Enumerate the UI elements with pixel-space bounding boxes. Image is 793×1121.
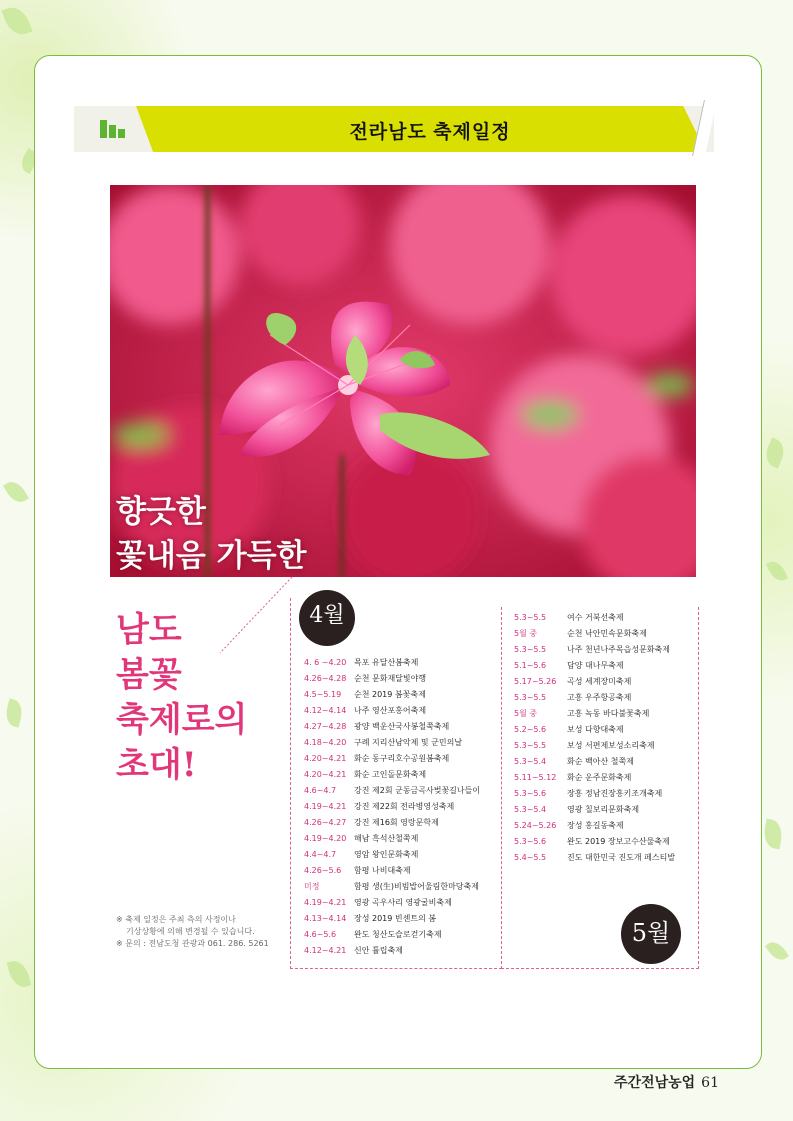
event-name: 강진 제22회 전라병영성축제 (354, 802, 455, 811)
event-name: 화순 동구리호수공원봄축제 (354, 754, 450, 763)
event-name: 나주 천년나주목읍성문화축제 (567, 645, 671, 654)
event-name: 순천 낙안민속문화축제 (567, 629, 647, 638)
event-date: 5.3~5.6 (514, 789, 547, 798)
event-name: 순천 2019 봄꽃축제 (354, 690, 426, 699)
event-name: 여수 거북선축제 (567, 613, 624, 622)
event-name: 완도 2019 장보고수산물축제 (567, 837, 670, 846)
event-date: 5.11~5.12 (514, 773, 557, 782)
event-date: 미정 (304, 882, 320, 891)
event-name: 완도 청산도슬로걷기축제 (354, 930, 442, 939)
event-date: 4.26~5.6 (304, 866, 342, 875)
event-date: 5.4~5.5 (514, 853, 547, 862)
event-name: 보성 다향대축제 (567, 725, 624, 734)
event-name: 고흥 녹동 바다불꽃축제 (567, 709, 650, 718)
april-badge: 4월 (299, 590, 355, 646)
event-name: 함평 나비대축제 (354, 866, 411, 875)
event-name: 담양 대나무축제 (567, 661, 624, 670)
event-date: 4.20~4.21 (304, 770, 347, 779)
event-name: 진도 대한민국 진도개 페스티발 (567, 853, 676, 862)
event-date: 4.13~4.14 (304, 914, 347, 923)
note-line: ※ 문의 : 전남도청 관광과 061. 286. 5261 (116, 939, 269, 948)
event-name: 강진 제16회 영랑문학제 (354, 818, 439, 827)
event-name: 신안 튤립축제 (354, 946, 403, 955)
event-name: 해남 흑석산철쭉제 (354, 834, 419, 843)
headline-line: 축제로의 (116, 700, 248, 740)
event-date: 5.17~5.26 (514, 677, 557, 686)
event-date: 5.24~5.26 (514, 821, 557, 830)
event-name: 구례 지리산남악제 및 군민의날 (354, 738, 463, 747)
event-date: 4. 6 ~4.20 (304, 658, 347, 667)
event-name: 화순 운주문화축제 (567, 773, 632, 782)
event-name: 강진 제2회 군동금곡사벚꽃길나들이 (354, 786, 481, 795)
publication-name: 주간전남농업 (614, 1074, 696, 1090)
event-name: 곡성 세계장미축제 (567, 677, 632, 686)
note-line: ※ 축제 일정은 주최 측의 사정이나 (116, 915, 236, 924)
event-date: 4.20~4.21 (304, 754, 347, 763)
bar-chart-icon (100, 118, 128, 138)
event-date: 4.12~4.14 (304, 706, 347, 715)
event-name: 순천 문화재달빛야행 (354, 674, 427, 683)
event-date: 5.3~5.5 (514, 693, 547, 702)
event-date: 5.3~5.5 (514, 741, 547, 750)
event-name: 화순 고인돌문화축제 (354, 770, 427, 779)
headline-line: 초대! (116, 745, 197, 785)
photo-caption (116, 490, 306, 578)
event-date: 4.19~4.21 (304, 802, 347, 811)
event-date: 5월 중 (514, 709, 538, 718)
note-line: 기상상황에 의해 변경될 수 있습니다. (126, 927, 255, 936)
event-name: 영광 곡우사리 영광굴비축제 (354, 898, 452, 907)
page-number: 61 (701, 1075, 719, 1091)
event-name: 장성 홍길동축제 (567, 821, 624, 830)
event-date: 4.19~4.20 (304, 834, 347, 843)
photo-caption-line: 향긋한 (116, 494, 206, 530)
headline-line: 봄꽃 (116, 655, 182, 695)
event-date: 4.26~4.28 (304, 674, 347, 683)
event-date: 5.2~5.6 (514, 725, 547, 734)
event-date: 4.19~4.21 (304, 898, 347, 907)
event-date: 5.3~5.5 (514, 613, 547, 622)
event-name: 광양 백운산국사봉철쭉축제 (354, 722, 450, 731)
photo-caption-line: 꽃내음 가득한 (116, 538, 307, 574)
event-date: 5.3~5.4 (514, 805, 547, 814)
event-name: 화순 백아산 철쭉제 (567, 757, 634, 766)
event-date: 4.12~4.21 (304, 946, 347, 955)
event-date: 5.1~5.6 (514, 661, 547, 670)
event-date: 5.3~5.4 (514, 757, 547, 766)
event-name: 목포 유달산봄축제 (354, 658, 419, 667)
page-footer (614, 1072, 719, 1092)
event-name: 함평 생(生)비빔밥어울림한마당축제 (354, 882, 479, 891)
event-name: 고흥 우주항공축제 (567, 693, 632, 702)
event-name: 장흥 정남진장흥키조개축제 (567, 789, 663, 798)
may-badge: 5월 (621, 904, 681, 964)
event-name: 장성 2019 빈센트의 봄 (354, 914, 437, 923)
event-name: 나주 영산포홍어축제 (354, 706, 427, 715)
event-date: 4.27~4.28 (304, 722, 347, 731)
notes (116, 914, 269, 950)
event-date: 4.6~4.7 (304, 786, 337, 795)
page-title: 전라남도 축제일정 (349, 122, 511, 143)
event-date: 4.6~5.6 (304, 930, 337, 939)
event-date: 4.26~4.27 (304, 818, 347, 827)
event-date: 4.4~4.7 (304, 850, 337, 859)
headline (116, 608, 247, 788)
event-name: 영광 칠보리문화축제 (567, 805, 640, 814)
event-date: 5월 중 (514, 629, 538, 638)
event-date: 5.3~5.5 (514, 645, 547, 654)
event-date: 4.18~4.20 (304, 738, 347, 747)
event-name: 보성 서편제보성소리축제 (567, 741, 655, 750)
headline-line: 남도 (116, 610, 182, 650)
event-date: 5.3~5.6 (514, 837, 547, 846)
event-date: 4.5~5.19 (304, 690, 342, 699)
event-name: 영암 왕인문화축제 (354, 850, 419, 859)
